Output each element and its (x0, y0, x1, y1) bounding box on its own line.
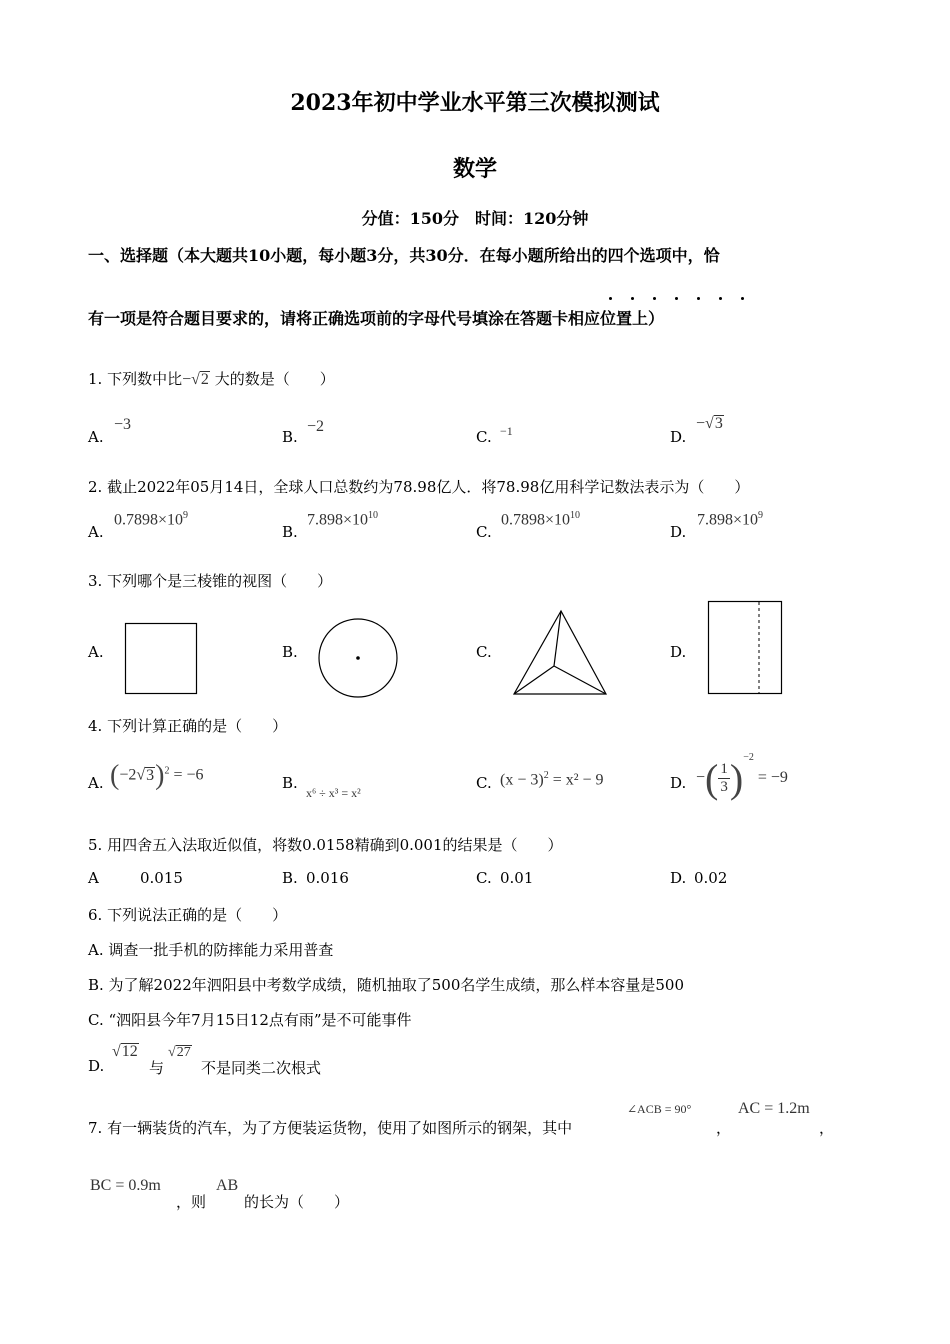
emphasis-dot (719, 297, 722, 300)
q1-pre: 1. 下列数中比 (88, 370, 183, 388)
neg-sign: − (696, 415, 706, 432)
question-6-stem: 6. 下列说法正确的是（ ） (88, 906, 288, 924)
q3-option-a[interactable] (88, 643, 104, 661)
option-label: B. (282, 774, 298, 792)
option-label: A. (88, 643, 104, 661)
exponent: 2 (164, 765, 170, 777)
radicand: 12 (121, 1043, 138, 1060)
option-label: B. (282, 643, 298, 661)
emphasis-dot (697, 297, 700, 300)
q1-option-b-value: −2 (307, 418, 325, 435)
question-3-stem: 3. 下列哪个是三棱锥的视图（ ） (88, 572, 333, 590)
option-label: D. (670, 869, 687, 887)
radicand: 27 (176, 1045, 191, 1060)
q2-option-c-value (501, 510, 580, 529)
emphasis-dot (675, 297, 678, 300)
exponent: −2 (743, 752, 754, 763)
q6-option-d[interactable] (88, 1057, 104, 1075)
q4-option-a[interactable] (88, 774, 104, 792)
exponent: 9 (183, 510, 189, 521)
rhs: = x² − 9 (552, 771, 604, 789)
question-7-stem: 7. 有一辆装货的汽车，为了方便装运货物，使用了如图所示的钢架，其中 (88, 1119, 573, 1137)
q4-option-b[interactable] (282, 774, 298, 792)
q2-option-d[interactable] (670, 523, 686, 541)
numerator: 1 (720, 761, 728, 778)
q7-then: ，则 (176, 1193, 207, 1211)
q5-option-a-value: 0.015 (140, 869, 183, 887)
q3-option-b[interactable] (282, 643, 298, 661)
q7-ac: AC = 1.2m (738, 1100, 810, 1117)
option-label: A. (88, 523, 104, 541)
exam-title: 2023年初中学业水平第三次模拟测试 (290, 90, 660, 116)
radicand: 3 (146, 766, 155, 784)
exponent: 9 (758, 510, 764, 521)
option-label: B. (282, 869, 298, 887)
base: 7.898×10 (697, 511, 759, 529)
option-label: C. (476, 523, 492, 541)
score-time: 分值：150分 时间：120分钟 (361, 209, 589, 228)
subject-title: 数学 (452, 156, 497, 182)
option-label: C. (476, 643, 492, 661)
emphasis-dot (609, 297, 612, 300)
q4-option-b-expr: x⁶ ÷ x³ = x² (306, 786, 361, 800)
q2-option-b[interactable] (282, 523, 298, 541)
q1-radicand: 2 (200, 371, 209, 388)
q7-angle: ∠ACB = 90° (627, 1102, 692, 1116)
option-label: B. (282, 428, 298, 446)
lhs: x − 3 (505, 771, 539, 789)
coefficient: −2 (119, 766, 137, 784)
q7-ab: AB (216, 1177, 239, 1194)
q3-option-c[interactable] (476, 643, 492, 661)
q6-d-post: 不是同类二次根式 (201, 1059, 322, 1077)
q5-option-c[interactable] (476, 869, 492, 887)
circle-view-figure (316, 616, 400, 700)
q2-option-a-value (114, 510, 188, 529)
option-label: C. (476, 869, 492, 887)
q7-post: 的长为（ ） (244, 1193, 350, 1211)
q1-option-c-value: −1 (500, 424, 513, 438)
question-4-stem: 4. 下列计算正确的是（ ） (88, 717, 288, 735)
section1-intro-line2: 有一项是符合题目要求的，请将正确选项前的字母代号填涂在答题卡相应位置上） (88, 309, 665, 328)
question-1-stem: 1. 下列数中比−√2 大的数是（ ） (88, 370, 335, 388)
q1-option-a-value: −3 (114, 416, 132, 433)
rhs: = −6 (173, 766, 204, 784)
option-label: D. (670, 774, 687, 792)
emphasis-dot (631, 297, 634, 300)
section1-intro-line1: 一、选择题（本大题共10小题，每小题3分，共30分．在每小题所给出的四个选项中，恰 (88, 246, 720, 265)
option-label: A (88, 869, 99, 887)
radicand: 3 (714, 415, 723, 432)
q1-post: 大的数是（ ） (214, 370, 335, 388)
q1-option-c[interactable] (476, 428, 492, 446)
option-label: D. (88, 1057, 105, 1075)
question-5-stem: 5. 用四舍五入法取近似值，将数0.0158精确到0.001的结果是（ ） (88, 836, 563, 854)
option-label: D. (670, 428, 687, 446)
emphasis-dot (741, 297, 744, 300)
q2-option-b-value (307, 510, 378, 529)
q4-option-d-expr: −( $\frac{1}{3}$ )$^{-2}$ = −9 (696, 752, 788, 801)
q6-d-radical-27: √27 (168, 1045, 191, 1060)
exponent: 10 (368, 510, 379, 521)
q4-option-a-expr: $(-2√3)^2 = -6$ (110, 760, 204, 791)
option-label: B. (282, 523, 298, 541)
question-2-stem: 2. 截止2022年05月14日，全球人口总数约为78.98亿人．将78.98亿用科学记数法表示为（ ） (88, 478, 750, 496)
option-label: A. (88, 774, 104, 792)
q1-option-d-value: −√3 (696, 415, 723, 432)
q1-neg: − (182, 371, 192, 388)
q5-option-b-value: 0.016 (306, 869, 349, 887)
emphasis-dot (653, 297, 656, 300)
q1-option-b[interactable] (282, 428, 298, 446)
exponent: 10 (570, 510, 581, 521)
q7-comma2: ， (819, 1119, 835, 1137)
option-label: D. (670, 523, 687, 541)
base: 0.7898×10 (501, 511, 571, 529)
q4-option-d[interactable] (670, 774, 686, 792)
exponent: 2 (543, 770, 549, 781)
q6-option-c[interactable]: C. “泗阳县今年7月15日12点有雨”是不可能事件 (88, 1011, 412, 1029)
q5-option-a[interactable] (88, 869, 99, 887)
base: 0.7898×10 (114, 511, 184, 529)
square-view-figure (124, 622, 200, 696)
q6-option-a[interactable]: A. 调查一批手机的防摔能力采用普查 (88, 941, 334, 959)
q2-option-c[interactable] (476, 523, 492, 541)
denominator: 3 (720, 778, 728, 795)
q7-comma: ， (716, 1119, 732, 1137)
q4-option-c-expr: $(x - 3)^2 = x^2 - 9$ (500, 770, 604, 789)
rectangle-dashed-view-figure (707, 600, 785, 696)
option-label: C. (476, 774, 492, 792)
q2-option-a[interactable] (88, 523, 104, 541)
rhs: = −9 (757, 769, 788, 786)
base: 7.898×10 (307, 511, 369, 529)
q5-option-d[interactable] (670, 869, 686, 887)
q5-option-c-value: 0.01 (500, 869, 534, 887)
q5-option-b[interactable] (282, 869, 298, 887)
q3-option-d[interactable] (670, 643, 686, 661)
option-label: C. (476, 428, 492, 446)
q6-d-connector: 与 (149, 1059, 165, 1077)
q5-option-d-value: 0.02 (694, 869, 728, 887)
option-label: D. (670, 643, 687, 661)
q6-d-radical-12: √12 (112, 1043, 138, 1060)
neg-sign: − (696, 769, 706, 786)
q6-option-b[interactable]: B. 为了解2022年泗阳县中考数学成绩，随机抽取了500名学生成绩，那么样本容量是500 (88, 976, 684, 994)
q4-option-c[interactable] (476, 774, 492, 792)
q1-option-d[interactable] (670, 428, 686, 446)
triangular-pyramid-view-figure (510, 608, 610, 700)
q2-option-d-value (697, 510, 763, 529)
q1-option-a[interactable] (88, 428, 104, 446)
q7-bc: BC = 0.9m (90, 1177, 161, 1194)
option-label: A. (88, 428, 104, 446)
